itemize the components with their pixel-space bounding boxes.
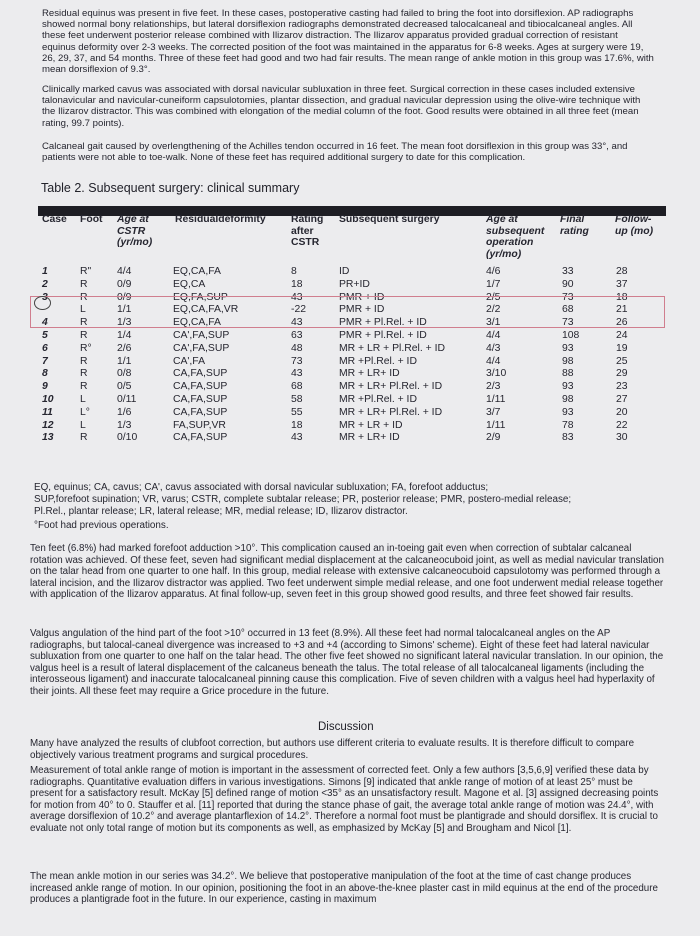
table-row <box>0 407 700 420</box>
table-cell-deformity: CA,FA,SUP <box>173 432 228 444</box>
table-cell-age-subsequent: 1/11 <box>486 419 506 431</box>
table-cell-followup: 25 <box>616 355 628 367</box>
table-cell-deformity: CA,FA,SUP <box>173 406 228 418</box>
table-cell-surgery: MR +Pl.Rel. + ID <box>339 394 417 405</box>
table-cell-final-rating: 93 <box>562 381 574 393</box>
intro-paragraph-calcaneal-gait: Calcaneal gait caused by overlengthening of the Achilles tendon occurred in 16 feet. The mean foot dorsiflexion in this group was 33°, and patients were not able to toe-walk. None of these feet has required additional surgery to date for this complication. <box>42 141 628 164</box>
table-cell-age: 1/4 <box>117 330 132 341</box>
table-cell-rating: 43 <box>291 368 303 380</box>
table-cell-age-subsequent: 3/7 <box>486 406 501 418</box>
table-cell-surgery: MR +Pl.Rel. + ID <box>339 355 417 367</box>
table-cell-age-subsequent: 2/9 <box>486 432 501 444</box>
table-cell-age-subsequent: 4/4 <box>486 330 501 341</box>
table-cell-rating: -22 <box>291 304 307 316</box>
table-cell-age-subsequent: 4/4 <box>486 355 501 367</box>
col-header-deformity: Residualdeformity <box>175 214 266 225</box>
table-cell-foot: R <box>80 317 88 329</box>
table-row <box>0 394 700 407</box>
case-3-highlight-box <box>30 296 665 328</box>
table-cell-surgery: MR + LR+ Pl.Rel. + ID <box>339 381 443 393</box>
table-footnote-abbrev-2: SUP,forefoot supination; VR, varus; CSTR, complete subtalar release; PR, posterior release; PMR, postero-medial release; <box>34 494 572 505</box>
table-cell-rating: 43 <box>291 291 303 303</box>
table-cell-followup: 23 <box>616 381 628 393</box>
table-cell-surgery: PR+ID <box>339 278 370 290</box>
table-cell-rating: 18 <box>291 278 303 290</box>
table-cell-foot: R" <box>80 266 92 277</box>
table-cell-case: 6 <box>42 342 48 354</box>
table-cell-deformity: CA',FA,SUP <box>173 330 230 341</box>
table-cell-final-rating: 83 <box>562 432 574 444</box>
table-cell-age-subsequent: 1/11 <box>486 394 506 405</box>
table-cell-deformity: EQ,CA <box>173 278 206 290</box>
table-cell-surgery: PMR + ID <box>339 291 385 303</box>
table-cell-age: 0/10 <box>117 432 138 444</box>
table-cell-final-rating: 73 <box>562 317 574 329</box>
table-cell-surgery: MR + LR+ ID <box>339 432 400 444</box>
table-row <box>0 343 700 356</box>
table-cell-final-rating: 68 <box>562 304 574 316</box>
table-cell-surgery: PMR + ID <box>339 304 385 316</box>
table-cell-deformity: CA',FA,SUP <box>173 342 230 354</box>
body-paragraph-valgus: Valgus angulation of the hind part of the foot >10° occurred in 13 feet (8.9%). All these feet had normal talocalcaneal angles on the AP radiographs, but talocal-caneal divergence was increased to +3 and +4 (according to Simons' scheme). Eight of these feet had lateral navicular subluxation from one quarter to one half on the talar head. The other five feet showed no significant lateral navicular translation. In our opinion, the valgus heel is a result of lateral displacement of the calcaneus beneath the talus. The total release of all talocalcaneal ligaments (including the interosseous ligament) and inaccurate talocalcaneal pinning cause this complication. Five of seven children with a valgus heel had hyperlaxity of their joints. All these feet may require a Grice procedure in the future. <box>30 628 664 697</box>
table-cell-followup: 28 <box>616 266 628 277</box>
body-paragraph-forefoot: Ten feet (6.8%) had marked forefoot adduction >10°. This complication caused an in-toeing gait even when correction of subtalar calcaneal rotation was achieved. Of these feet, seven had significant medial displacement at the calcaneocuboid joint, as well as medial navicular translation on the talar head from one quarter to one half. In this group, medial release with extensive calcaneocuboid capsulotomy was performed through a lateral incision, and the Ilizarov distractor was applied. Two feet underwent simple medial release, and one foot underwent medial release together with application of the Ilizarov apparatus. At final follow-up, seven feet in this group showed good results, and three feet showed fair results. <box>30 543 664 601</box>
table-cell-case: 13 <box>42 432 54 444</box>
table-cell-age: 0/11 <box>117 394 137 405</box>
table-cell-followup: 26 <box>616 317 628 329</box>
table-row <box>0 420 700 433</box>
col-header-surgery: Subsequent surgery <box>339 214 440 225</box>
table-cell-followup: 29 <box>616 368 628 380</box>
table-cell-age-subsequent: 3/10 <box>486 368 507 380</box>
discussion-paragraph-2: Measurement of total ankle range of motion is important in the assessment of corrected feet. Only a few authors [3,5,6,9] verified these data by radiographs. Quantitative evaluation differs in various investigations. Simons [9] indicated that ankle range of motion of at least 25° must be present for a satisfactory result. McKay [5] defined range of motion <35° as an unsatisfactory result. Magone et al. [3] assigned decreasing points for motion from 40° to 0. Stauffer et al. [11] reported that during the stance phase of gait, the average total ankle range of motion was 24.4°, with average dorsiflexion of 10.2° and average plantarflexion of 14.2°. Therefore a normal foot must be plantigrade and should dorsiflex. It is crucial to evaluate not only total range of motion but its components as well, as emphasized by McKay [5] and Brougham and Nicol [1]. <box>30 765 659 834</box>
table-cell-case: 1 <box>42 266 48 277</box>
intro-paragraph-cavus: Clinically marked cavus was associated with dorsal navicular subluxation in three feet. Surgical correction in these cases included extensive talonavicular and navicular-cuneiform capsulotomies, plantar dissection, and gradual navicular depression using the olive-wire technique with the Ilizarov distractor. This was combined with elongation of the medial column of the foot. Good results were obtained in all three feet (mean rating, 99.7 points). <box>42 84 641 129</box>
table-cell-case: 10 <box>42 394 54 405</box>
table-cell-age: 1/3 <box>117 419 132 431</box>
col-header-age: Age at CSTR (yr/mo) <box>117 214 153 249</box>
table-cell-rating: 43 <box>291 432 303 444</box>
col-header-case: Case <box>42 214 67 225</box>
table-cell-followup: 19 <box>616 342 628 354</box>
table-cell-case: 5 <box>42 330 48 341</box>
table-cell-age-subsequent: 2/3 <box>486 381 501 393</box>
table-row <box>0 356 700 369</box>
table-cell-final-rating: 93 <box>562 406 574 418</box>
discussion-heading: Discussion <box>318 721 374 733</box>
table-cell-foot: L° <box>80 406 90 418</box>
table-row <box>0 266 700 279</box>
table-cell-age: 1/6 <box>117 406 132 418</box>
table-cell-followup: 37 <box>616 278 628 290</box>
table-cell-final-rating: 93 <box>562 342 574 354</box>
table-cell-deformity: CA,FA,SUP <box>173 368 228 380</box>
table-cell-age: 0/9 <box>117 278 132 290</box>
table-cell-followup: 27 <box>616 394 628 405</box>
table-cell-age: 0/8 <box>117 368 132 380</box>
table-cell-rating: 63 <box>291 330 303 341</box>
table-cell-case: 12 <box>42 419 54 431</box>
table-cell-case: 9 <box>42 381 48 393</box>
table-cell-surgery: PMR + Pl.Rel. + ID <box>339 317 427 329</box>
table-cell-final-rating: 98 <box>562 394 574 405</box>
table-cell-age-subsequent: 3/1 <box>486 317 501 329</box>
intro-paragraph-equinus: Residual equinus was present in five feet. In these cases, postoperative casting had failed to bring the foot into dorsiflexion. AP radiographs showed normal bony relationships, but lateral dorsiflexion radiographs demonstrated decreased talocalcaneal and tibiocalcaneal angles. All these feet underwent posterior release combined with Ilizarov distraction. The Ilizarov apparatus provided gradual correction of resistant equinus deformity over 2-3 weeks. The corrected position of the foot was maintained in the apparatus for 6-8 weeks. Ages at surgery were 19, 26, 29, 37, and 54 months. Three of these feet had good and two had fair results. The mean range of ankle motion in this group was 17.6%, with mean dorsiflexion of 9.3°. <box>42 8 654 76</box>
table-footnote-previous-ops: °Foot had previous operations. <box>34 520 169 531</box>
table-cell-age: 2/6 <box>117 342 132 354</box>
table-cell-rating: 48 <box>291 342 303 354</box>
table-row <box>0 330 700 343</box>
table-cell-case: 4 <box>42 317 48 329</box>
table-cell-final-rating: 108 <box>562 330 580 341</box>
table-cell-followup: 21 <box>616 304 628 316</box>
table-cell-rating: 18 <box>291 419 303 431</box>
table-row <box>0 432 700 445</box>
table-cell-rating: 73 <box>291 355 303 367</box>
table-cell-deformity: EQ,CA,FA <box>173 266 221 277</box>
table-cell-foot: L <box>80 394 86 405</box>
table-cell-deformity: CA',FA <box>173 355 206 367</box>
table-cell-followup: 18 <box>616 291 628 303</box>
table-cell-final-rating: 78 <box>562 419 574 431</box>
table-cell-foot: R <box>80 381 88 393</box>
col-header-rating: Rating after CSTR <box>291 214 324 249</box>
col-header-foot: Foot <box>80 214 103 225</box>
table-cell-age-subsequent: 4/6 <box>486 266 501 277</box>
table-cell-followup: 22 <box>616 419 628 431</box>
table-cell-case: 2 <box>42 278 48 290</box>
table-cell-deformity: EQ,CA,FA,VR <box>173 304 239 316</box>
table-cell-final-rating: 88 <box>562 368 574 380</box>
table-cell-age-subsequent: 2/2 <box>486 304 501 316</box>
table-cell-followup: 20 <box>616 406 628 418</box>
table-cell-rating: 68 <box>291 381 303 393</box>
table-cell-surgery: MR + LR + Pl.Rel. + ID <box>339 342 445 354</box>
table-cell-rating: 58 <box>291 394 303 405</box>
table-cell-case: 11 <box>42 406 53 418</box>
table-cell-age-subsequent: 2/5 <box>486 291 501 303</box>
table-cell-final-rating: 33 <box>562 266 574 277</box>
discussion-paragraph-3: The mean ankle motion in our series was 34.2°. We believe that postoperative manipulation of the foot at the time of cast change produces increased ankle range of motion. In our opinion, positioning the foot in an above-the-knee plaster cast in mild equinus at the end of the procedure produces a plantigrade foot in the future. In our experience, casting in maximum <box>30 871 658 906</box>
table-cell-age-subsequent: 4/3 <box>486 342 501 354</box>
table-cell-final-rating: 98 <box>562 355 574 367</box>
case-3-circle-mark <box>34 296 51 310</box>
table-cell-surgery: MR + LR+ ID <box>339 368 400 380</box>
table-cell-age-subsequent: 1/7 <box>486 278 501 290</box>
table-cell-foot: L <box>80 304 86 316</box>
table-cell-foot: R <box>80 368 88 380</box>
col-header-followup: Follow- up (mo) <box>615 214 654 237</box>
table-cell-rating: 8 <box>291 266 297 277</box>
table-cell-followup: 24 <box>616 330 628 341</box>
table-cell-case: 7 <box>42 355 48 367</box>
table-row <box>0 381 700 394</box>
table-cell-age: 4/4 <box>117 266 132 277</box>
table-cell-deformity: FA,SUP,VR <box>173 419 226 431</box>
table-row <box>0 279 700 292</box>
table-row <box>0 368 700 381</box>
table-cell-deformity: CA,FA,SUP <box>173 381 228 393</box>
table-cell-surgery: ID <box>339 266 350 277</box>
table-cell-rating: 43 <box>291 317 303 329</box>
table-cell-case: 3 <box>42 291 48 303</box>
table-cell-final-rating: 90 <box>562 278 574 290</box>
table-cell-age: 1/1 <box>117 304 132 316</box>
table-cell-case: 8 <box>42 368 48 380</box>
table-cell-age: 0/9 <box>117 291 132 303</box>
table-footnote-abbrev-3: Pl.Rel., plantar release; LR, lateral release; MR, medial release; ID, Ilizarov distractor. <box>34 506 408 517</box>
col-header-age-subsequent: Age at subsequent operation (yr/mo) <box>486 214 545 260</box>
table-cell-followup: 30 <box>616 432 628 444</box>
table-cell-rating: 55 <box>291 406 303 418</box>
table-cell-age: 0/5 <box>117 381 132 393</box>
table-cell-age: 1/3 <box>117 317 132 329</box>
table-cell-foot: R <box>80 432 88 444</box>
table-footnote-abbrev-1: EQ, equinus; CA, cavus; CA', cavus associated with dorsal navicular subluxation; FA, forefoot adductus; <box>34 482 489 493</box>
table-cell-foot: R <box>80 291 88 303</box>
table-cell-surgery: PMR + Pl.Rel. + ID <box>339 330 427 341</box>
table-cell-surgery: MR + LR+ Pl.Rel. + ID <box>339 406 443 418</box>
table-cell-foot: R <box>80 330 88 341</box>
table-cell-foot: R <box>80 278 88 290</box>
discussion-paragraph-1: Many have analyzed the results of clubfoot correction, but authors use different criteria to evaluate results. It is therefore difficult to compare objectively various treatment programs and surgical procedures. <box>30 738 635 761</box>
table-cell-final-rating: 73 <box>562 291 574 303</box>
table-cell-foot: R <box>80 355 88 367</box>
col-header-final-rating: Final rating <box>560 214 589 237</box>
table-cell-surgery: MR + LR + ID <box>339 419 403 431</box>
table-cell-foot: R° <box>80 342 92 354</box>
table-cell-age: 1/1 <box>117 355 132 367</box>
table-cell-foot: L <box>80 419 86 431</box>
table-cell-deformity: CA,FA,SUP <box>173 394 228 405</box>
table-cell-deformity: EQ,CA,FA <box>173 317 221 329</box>
table-title: Table 2. Subsequent surgery: clinical summary <box>41 181 300 195</box>
table-cell-deformity: EQ,FA,SUP <box>173 291 228 303</box>
